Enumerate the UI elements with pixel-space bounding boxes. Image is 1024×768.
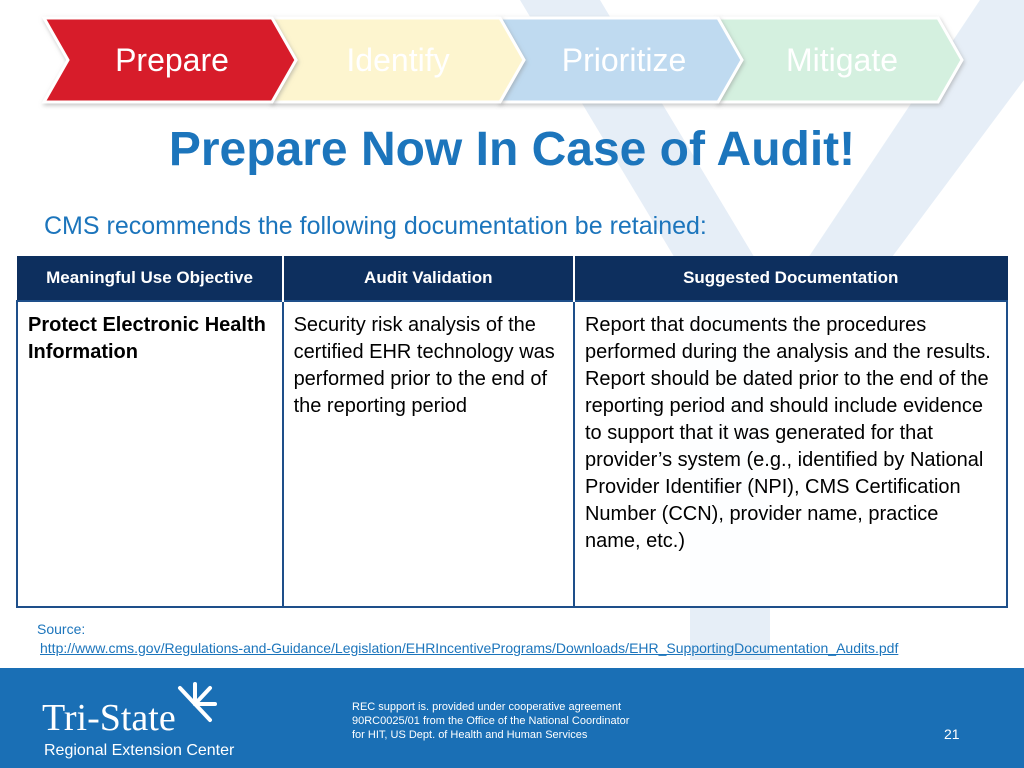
step-label-mitigate[interactable]: Mitigate	[785, 42, 899, 78]
step-label-prioritize[interactable]: Prioritize	[561, 42, 687, 78]
source-link[interactable]: http://www.cms.gov/Regulations-and-Guidance/Legislation/EHRIncentivePrograms/Downloads/EHR_SupportingDocumentation_Audits.pdf	[40, 640, 899, 656]
page-title: Prepare Now In Case of Audit!	[168, 123, 856, 176]
footer	[0, 668, 1024, 768]
logo-subtitle: Regional Extension Center	[44, 742, 235, 759]
table-header-row	[17, 257, 1007, 301]
cell-objective: Protect Electronic Health Information	[17, 301, 283, 607]
step-label-prepare[interactable]: Prepare	[115, 42, 229, 78]
logo-name: Tri-State	[42, 697, 176, 739]
step-navigation	[0, 0, 1024, 110]
audit-table	[16, 256, 1008, 608]
step-label-identify[interactable]: Identify	[346, 42, 450, 78]
cell-validation: Security risk analysis of the certified EHR technology was performed prior to the end of the reporting period	[283, 301, 574, 607]
page-subtitle: CMS recommends the following documentation be retained:	[44, 212, 707, 240]
table-row	[17, 301, 1007, 607]
burst-logo-icon	[170, 682, 220, 732]
column-header-documentation: Suggested Documentation	[574, 257, 1007, 301]
cell-documentation: Report that documents the procedures performed during the analysis and the results. Report should be dated prior to the end of the reporting period and should include evidence to support that it was generated for that provider’s system (e.g., identified by National Provider Identifier (NPI), CMS Certification Number (CCN), provider name, practice name, etc.)	[574, 301, 1007, 607]
source-label: Source:	[37, 621, 86, 637]
column-header-objective: Meaningful Use Objective	[17, 257, 283, 301]
page-number: 21	[944, 726, 960, 742]
column-header-validation: Audit Validation	[283, 257, 574, 301]
footer-note: REC support is. provided under cooperative agreement 90RC0025/01 from the Office of the National Coordinator for HIT, US Dept. of Health and Human Services	[352, 701, 630, 741]
